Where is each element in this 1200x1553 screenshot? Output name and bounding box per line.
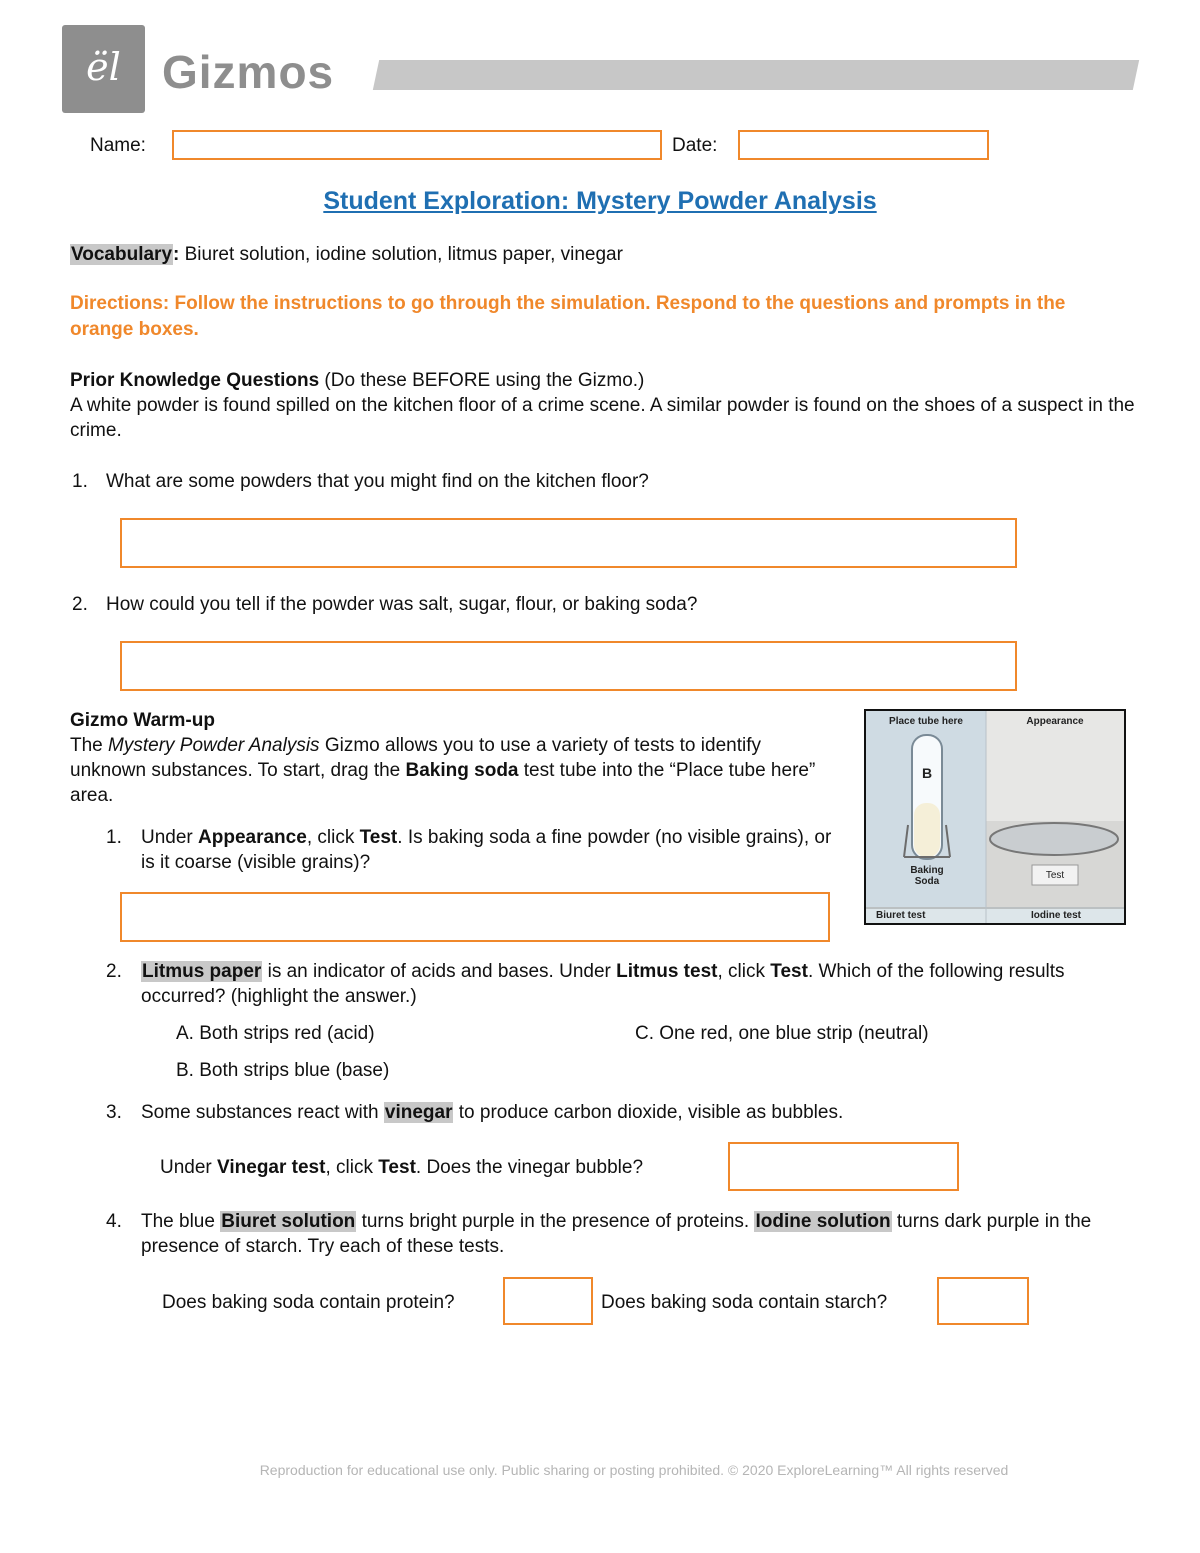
prior-q1-answer-box[interactable] — [120, 518, 1017, 568]
option-a[interactable]: A. Both strips red (acid) — [176, 1023, 375, 1044]
warmup-q3-sub-a: Under — [160, 1157, 218, 1178]
prior-q1-text: What are some powders that you might find on the kitchen floor? — [106, 471, 649, 492]
dish-icon — [990, 823, 1118, 855]
vocabulary-label: Vocabulary — [71, 244, 173, 265]
warmup-q2-text — [141, 959, 1131, 1009]
vocabulary-colon: : — [173, 244, 180, 265]
name-field[interactable] — [172, 130, 662, 160]
warmup-q3-vinegar: vinegar — [384, 1102, 453, 1123]
prior-heading-line — [70, 368, 644, 393]
prior-q2-answer-box[interactable] — [120, 641, 1017, 691]
prior-q2-number: 2. — [72, 594, 88, 615]
starch-answer-box[interactable] — [937, 1277, 1029, 1325]
warmup-q4-c: turns dark purple in the presence of starch. Try each of these tests. — [141, 1211, 1092, 1257]
gizmo-illustration — [866, 711, 1124, 923]
iodine-test-label: Iodine test — [1030, 910, 1081, 921]
warmup-q1-text — [141, 825, 836, 875]
warmup-q3-answer-box[interactable] — [728, 1142, 959, 1191]
starch-question: Does baking soda contain starch? — [601, 1292, 888, 1313]
page-title: Student Exploration: Mystery Powder Analysis — [323, 187, 877, 215]
warmup-q3-number: 3. — [106, 1102, 122, 1123]
warmup-intro-baking-soda: Baking soda — [405, 760, 519, 781]
warmup-q3-vinegar-test: Vinegar test — [217, 1157, 326, 1178]
prior-q2-text: How could you tell if the powder was salt, sugar, flour, or baking soda? — [106, 594, 698, 615]
warmup-q1-answer-box[interactable] — [120, 892, 830, 942]
warmup-q1-appearance: Appearance — [198, 827, 307, 848]
directions-text: Directions: Follow the instructions to go through the simulation. Respond to the questions and prompts in the orange boxes. — [70, 293, 1066, 340]
warmup-q2-c: , click — [717, 961, 771, 982]
warmup-q3-test: Test — [378, 1157, 416, 1178]
footer-text: Reproduction for educational use only. Public sharing or posting prohibited. © 2020 ExploreLearning™ All rights reserved — [259, 1462, 1009, 1478]
warmup-q2-litmus-paper: Litmus paper — [142, 961, 262, 982]
page-title-wrap — [0, 185, 1200, 217]
gizmo-test-button-label: Test — [1045, 870, 1065, 881]
warmup-q4-text — [141, 1209, 1131, 1259]
tube-name-line2: Soda — [914, 876, 940, 887]
protein-question: Does baking soda contain protein? — [162, 1292, 455, 1313]
vocabulary-terms: Biuret solution, iodine solution, litmus paper, vinegar — [179, 244, 623, 265]
tube-name-line1: Baking — [910, 865, 944, 876]
warmup-q1-c: , click — [306, 827, 360, 848]
tube-letter: B — [921, 765, 933, 781]
warmup-q1-number: 1. — [106, 827, 122, 848]
protein-answer-box[interactable] — [503, 1277, 593, 1325]
warmup-q3-b: to produce carbon dioxide, visible as bubbles. — [453, 1102, 844, 1123]
warmup-q3-subtext — [160, 1155, 643, 1180]
option-c[interactable]: C. One red, one blue strip (neutral) — [635, 1023, 929, 1044]
warmup-q3-sub-e: . Does the vinegar bubble? — [415, 1157, 644, 1178]
option-b[interactable]: B. Both strips blue (base) — [176, 1060, 390, 1081]
gizmo-screenshot — [864, 709, 1126, 925]
warmup-q2-litmus-test: Litmus test — [616, 961, 718, 982]
warmup-intro — [70, 733, 840, 808]
warmup-q4-biuret: Biuret solution — [221, 1211, 356, 1232]
warmup-q3-text — [141, 1100, 843, 1125]
prior-intro: A white powder is found spilled on the kitchen floor of a crime scene. A similar powder is found on the shoes of a suspect in the crime. — [70, 395, 1135, 441]
warmup-q4-a: The blue — [141, 1211, 221, 1232]
prior-q1-number: 1. — [72, 471, 88, 492]
biuret-test-label: Biuret test — [876, 910, 926, 921]
prior-heading: Prior Knowledge Questions — [70, 370, 320, 391]
warmup-intro-2: Gizmo allows you to use a variety of tests to identify unknown substances. To start, drag the — [70, 735, 761, 781]
warmup-q1-a: Under — [141, 827, 199, 848]
brand-logo-mark — [62, 25, 145, 113]
place-tube-label: Place tube here — [889, 716, 963, 727]
warmup-q1-e: . Is baking soda a fine powder (no visible grains), or is it coarse (visible grains)? — [141, 827, 832, 873]
appearance-label: Appearance — [1026, 716, 1084, 727]
prior-heading-note: (Do these BEFORE using the Gizmo.) — [319, 370, 645, 391]
tube-name — [896, 865, 958, 887]
header-bar-decoration — [373, 60, 1139, 90]
warmup-q2-e: . Which of the following results occurred? (highlight the answer.) — [141, 961, 1065, 1007]
warmup-q2-a: is an indicator of acids and bases. Under — [262, 961, 617, 982]
warmup-q3-a: Some substances react with — [141, 1102, 384, 1123]
warmup-intro-1: The — [70, 735, 109, 756]
powder-fill — [914, 803, 940, 857]
warmup-q2-number: 2. — [106, 961, 122, 982]
warmup-intro-3: test tube into the “Place tube here” area. — [70, 760, 816, 806]
date-label: Date: — [672, 135, 718, 156]
warmup-q4-number: 4. — [106, 1211, 122, 1232]
warmup-heading: Gizmo Warm-up — [70, 710, 215, 731]
warmup-q2-test: Test — [770, 961, 808, 982]
warmup-intro-gizmo-name: Mystery Powder Analysis — [108, 735, 320, 756]
warmup-q4-iodine: Iodine solution — [755, 1211, 891, 1232]
brand-wordmark: Gizmos — [162, 46, 335, 98]
warmup-q1-test: Test — [359, 827, 398, 848]
date-field[interactable] — [738, 130, 989, 160]
warmup-q4-b: turns bright purple in the presence of proteins. — [356, 1211, 755, 1232]
brand-mark-text: ël — [86, 45, 121, 89]
name-label: Name: — [90, 135, 146, 156]
vocabulary-line — [70, 242, 623, 267]
warmup-q3-sub-c: , click — [325, 1157, 379, 1178]
